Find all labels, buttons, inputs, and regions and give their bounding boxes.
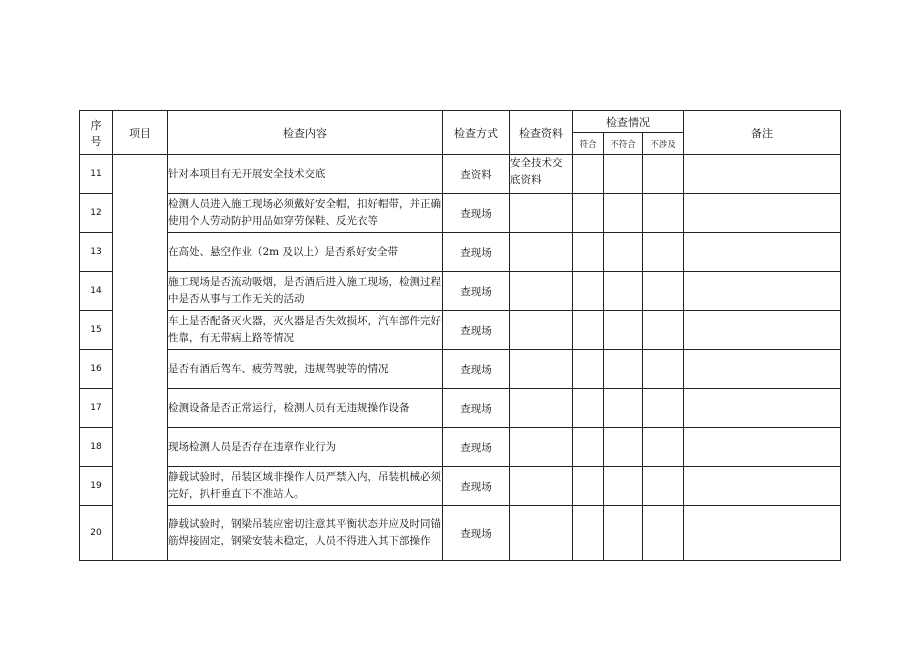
row-conform-cell[interactable]: [573, 311, 604, 350]
row-content: 在高处、悬空作业（2m 及以上）是否系好安全带: [168, 233, 443, 272]
table-row: [80, 194, 841, 233]
row-nonconform-cell[interactable]: [604, 467, 643, 506]
row-seq: 16: [80, 350, 113, 389]
row-conform-cell[interactable]: [573, 428, 604, 467]
table-row: [80, 311, 841, 350]
row-docs: [510, 233, 573, 272]
row-docs: [510, 389, 573, 428]
row-content: 静载试验时，钢梁吊装应密切注意其平衡状态并应及时同锚筋焊接固定，钢梁安装未稳定，人员不得进入其下部操作: [168, 506, 443, 561]
row-seq: 14: [80, 272, 113, 311]
row-conform-cell[interactable]: [573, 350, 604, 389]
row-remarks-cell[interactable]: [684, 389, 841, 428]
row-remarks-cell[interactable]: [684, 506, 841, 561]
row-na-cell[interactable]: [643, 428, 684, 467]
row-na-cell[interactable]: [643, 311, 684, 350]
row-method: 查现场: [443, 506, 510, 561]
row-conform-cell[interactable]: [573, 272, 604, 311]
row-content: 车上是否配备灭火器，灭火器是否失效损坏，汽车部件完好性靠，有无带病上路等情况: [168, 311, 443, 350]
table-row: [80, 350, 841, 389]
row-content: 静载试验时，吊装区域非操作人员严禁入内，吊装机械必须完好，扒杆垂直下不准站人。: [168, 467, 443, 506]
row-na-cell[interactable]: [643, 194, 684, 233]
table-row: [80, 389, 841, 428]
row-content: 现场检测人员是否存在违章作业行为: [168, 428, 443, 467]
row-seq: 18: [80, 428, 113, 467]
row-nonconform-cell[interactable]: [604, 233, 643, 272]
row-remarks-cell[interactable]: [684, 233, 841, 272]
row-conform-cell[interactable]: [573, 389, 604, 428]
row-conform-cell[interactable]: [573, 155, 604, 194]
row-content: 施工现场是否流动吸烟，是否酒后进入施工现场，检测过程中是否从事与工作无关的活动: [168, 272, 443, 311]
row-na-cell[interactable]: [643, 389, 684, 428]
row-method: 查现场: [443, 350, 510, 389]
row-nonconform-cell[interactable]: [604, 272, 643, 311]
header-nonconform: 不符合: [604, 133, 643, 155]
row-seq: 15: [80, 311, 113, 350]
table-row: [80, 506, 841, 561]
row-docs: [510, 311, 573, 350]
row-content: 检测人员进入施工现场必须戴好安全帽，扣好帽带，并正确使用个人劳动防护用品如穿劳保鞋、反光衣等: [168, 194, 443, 233]
row-na-cell[interactable]: [643, 350, 684, 389]
row-nonconform-cell[interactable]: [604, 428, 643, 467]
row-conform-cell[interactable]: [573, 233, 604, 272]
row-nonconform-cell[interactable]: [604, 155, 643, 194]
row-nonconform-cell[interactable]: [604, 506, 643, 561]
row-remarks-cell[interactable]: [684, 428, 841, 467]
row-nonconform-cell[interactable]: [604, 350, 643, 389]
row-conform-cell[interactable]: [573, 467, 604, 506]
header-na: 不涉及: [643, 133, 684, 155]
row-docs: [510, 428, 573, 467]
header-content: 检查内容: [168, 111, 443, 155]
header-item: 项目: [113, 111, 168, 155]
row-na-cell[interactable]: [643, 506, 684, 561]
row-conform-cell[interactable]: [573, 506, 604, 561]
row-nonconform-cell[interactable]: [604, 311, 643, 350]
row-method: 查现场: [443, 428, 510, 467]
row-na-cell[interactable]: [643, 155, 684, 194]
row-na-cell[interactable]: [643, 467, 684, 506]
row-seq: 20: [80, 506, 113, 561]
row-docs: [510, 194, 573, 233]
row-na-cell[interactable]: [643, 272, 684, 311]
row-docs: [510, 506, 573, 561]
table-row: [80, 233, 841, 272]
row-method: 查现场: [443, 389, 510, 428]
item-cell: [113, 155, 168, 561]
header-method: 检查方式: [443, 111, 510, 155]
row-content: 检测设备是否正常运行，检测人员有无违规操作设备: [168, 389, 443, 428]
row-method: 查现场: [443, 194, 510, 233]
row-nonconform-cell[interactable]: [604, 389, 643, 428]
row-nonconform-cell[interactable]: [604, 194, 643, 233]
row-method: 查现场: [443, 233, 510, 272]
header-status: 检查情况: [573, 111, 684, 133]
table-row: [80, 155, 841, 194]
row-remarks-cell[interactable]: [684, 194, 841, 233]
row-seq: 19: [80, 467, 113, 506]
row-docs: [510, 272, 573, 311]
table-row: [80, 428, 841, 467]
row-remarks-cell[interactable]: [684, 155, 841, 194]
header-seq: 序号: [80, 111, 113, 155]
row-conform-cell[interactable]: [573, 194, 604, 233]
row-seq: 17: [80, 389, 113, 428]
row-seq: 13: [80, 233, 113, 272]
inspection-table: [79, 110, 841, 561]
header-docs: 检查资料: [510, 111, 573, 155]
row-remarks-cell[interactable]: [684, 350, 841, 389]
row-content: 针对本项目有无开展安全技术交底: [168, 155, 443, 194]
row-docs: [510, 467, 573, 506]
row-docs: 安全技术交底资料: [510, 155, 573, 194]
row-remarks-cell[interactable]: [684, 467, 841, 506]
row-method: 查资料: [443, 155, 510, 194]
row-seq: 12: [80, 194, 113, 233]
row-method: 查现场: [443, 467, 510, 506]
header-remarks: 备注: [684, 111, 841, 155]
table-row: [80, 272, 841, 311]
table-row: [80, 467, 841, 506]
row-content: 是否有酒后驾车、疲劳驾驶，违规驾驶等的情况: [168, 350, 443, 389]
row-docs: [510, 350, 573, 389]
row-seq: 11: [80, 155, 113, 194]
header-conform: 符合: [573, 133, 604, 155]
row-remarks-cell[interactable]: [684, 272, 841, 311]
row-method: 查现场: [443, 272, 510, 311]
row-remarks-cell[interactable]: [684, 311, 841, 350]
row-method: 查现场: [443, 311, 510, 350]
row-na-cell[interactable]: [643, 233, 684, 272]
